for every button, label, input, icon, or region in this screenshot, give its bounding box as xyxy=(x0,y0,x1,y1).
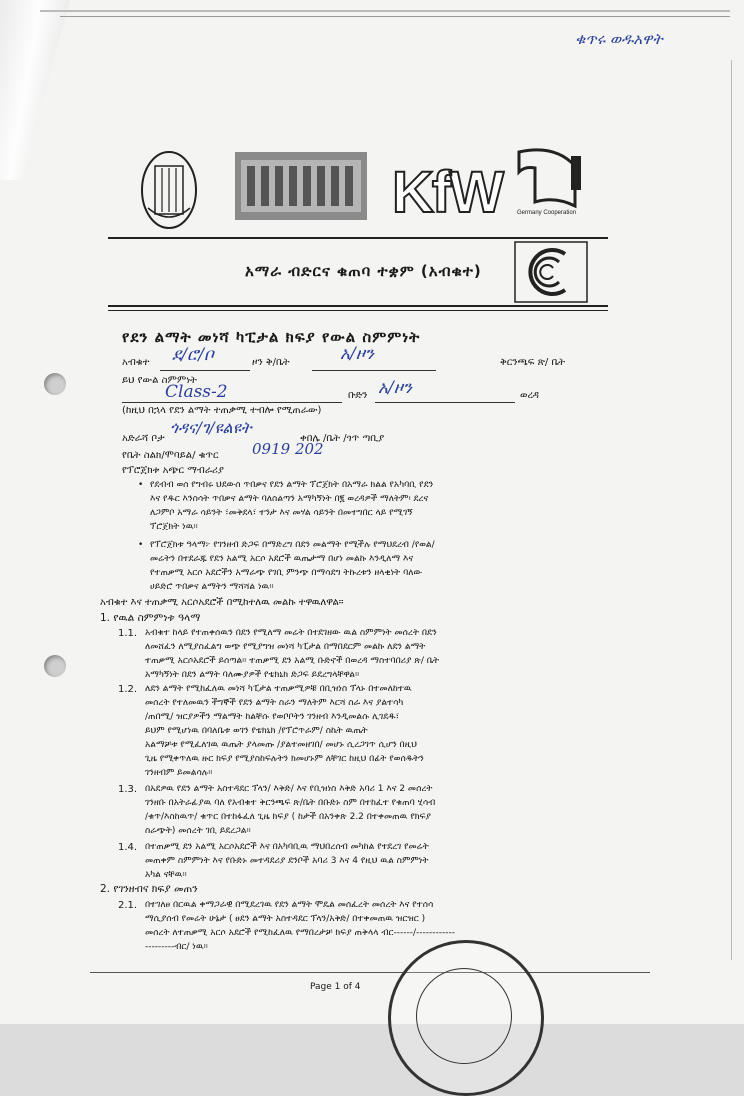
abkute-label: አብቁተ xyxy=(122,357,150,368)
group-line xyxy=(375,402,515,403)
bullet-paragraph xyxy=(150,478,433,534)
header-rule xyxy=(108,237,608,239)
handwritten-note: ቁጥሩ ወዱአዋት xyxy=(575,30,663,48)
class-value: Class-2 xyxy=(165,382,228,402)
title-rule xyxy=(108,310,608,311)
group-label: ቡድን xyxy=(348,390,368,401)
clause-line: መጠቀም ስምምነት እና የቡድኑ መተዳደሪያ ደንቦች አባሪ 3 እና 4 የዚህ ዉል ስምምነት xyxy=(145,856,429,866)
abkute-logo xyxy=(515,242,587,302)
purpose-label: የፕሮጀክቱ አጭር ማብራሪያ xyxy=(122,465,224,476)
bullet-line: እና የዱር እንስሳት ጥበቃና ልማት ባለስልጣን አማካኝነት በ፪ ወረዳዎች ማለትም፡ ደረና xyxy=(150,494,429,504)
bullet-line: የተጠቃሚ አርሶ አደሮችን አማራጭ የገቢ ምንጭ በማሳደግ ትኩረቱን ዘላቂነት ባለው xyxy=(150,568,423,578)
clause-number: 1.4. xyxy=(118,842,138,853)
clause-line: መሰረት የተለመዉን ችግኞች የደን ልማት ስራን ማለትም እርሻ ስራ እና ያልተሳካ xyxy=(145,698,404,708)
clause-line: መሰረት ለተጠቃሚ አርሶ አደሮች የሚከፈለዉ የማበረታቻ ክፍያ ጠቅላላ ብር------/------------ xyxy=(145,928,455,938)
clause-number: 2.1. xyxy=(118,900,138,911)
abkute-line xyxy=(160,370,250,371)
clause-line: በአደዎዉ የደን ልማት አስተዳደር ፕላን/ እቅድ/ እና የቢዝነስ እቅድ አባሪ 1 እና 2 መሰረት xyxy=(145,784,433,794)
bullet-line: ለጋምቦ አማራ ሳይንት ፣መቅደላ፣ ተንታ እና መሃል ሳይንት በመተግበር ላይ የሚገኝ xyxy=(150,508,413,518)
branch-label: ዞን ቅ/ቤት xyxy=(252,357,290,368)
intro-line: አብቁተ እና ተጠቃሚ አርሶአደሮች በሚከተለዉ መልኩ ተዋዉለዋል። xyxy=(100,597,344,608)
punch-hole xyxy=(44,373,66,395)
clause-line: /ጠበሚ/ ዝርያዎችን ማልማት ከልቸሱ የወቦቦትን ገንዘብ እንዲመልሱ ሊገደዱ፣ xyxy=(145,712,400,722)
clause-line: አካል ናቸዉ። xyxy=(145,870,187,880)
section1-title: 1. የዉል ስምምነቱ ዓላማ xyxy=(100,612,201,624)
title-rule xyxy=(108,305,608,307)
clause-line: ለደን ልማት የሚከፈለዉ መነሻ ካፒታል ተጠቃሚዎቹ በቢዝነስ ፕላኑ በተመለከተዉ xyxy=(145,684,412,694)
clause-line: አብቁተ ከላይ የተጠቀሰዉን በደን የሚለማ መሬት በተደገዘው ዉል ስምምነት መሰረት በደን xyxy=(145,628,437,638)
clause-line: ማሲያሰብ የመሬት ሁኔታ ( ፀደን ልማት አስተዳደር ፕላን/አቅድ/ በተቀመጠዉ ዝርዝር ) xyxy=(145,914,426,924)
clause-line: ተጠቃሚ አርሶአደሮች ይሰጣል። ተጠቃሚ ደን አልሚ ቡድኖች በወረዳ ማስተባበሪያ ጽ/ ቤት xyxy=(145,656,440,666)
clause-line: ለመሸፈን ለሚያስፈልግ ወጭ የሚያግዝ መነሻ ካፒታል በማበደርም መልኩ ለደን ልማት xyxy=(145,642,426,652)
footer-rule xyxy=(90,972,650,973)
org-name: አማራ ብድርና ቁጠባ ተቋም (አብቁተ) xyxy=(245,262,482,280)
page-edge xyxy=(731,60,732,960)
address-label: አድራሻ ቦታ xyxy=(122,433,165,444)
page-number: Page 1 of 4 xyxy=(310,982,361,992)
woreda-label: ወረዳ xyxy=(520,390,539,401)
clause-text xyxy=(145,682,424,780)
clause-line: በተጠቃሚ ደን አልሚ አርሶአደሮች እና በአካባቢዉ ማህበረሰብ መካከል የተደረገ የመሬት xyxy=(145,842,429,852)
emblem-logo xyxy=(138,148,200,232)
document-title: የደን ልማት መነሻ ካፒታል ክፍያ የውል ስምምነት xyxy=(122,328,421,346)
building-photo-logo xyxy=(235,152,367,220)
clause-number: 1.3. xyxy=(118,784,138,795)
contract-label: ይህ የውል ስምምነት xyxy=(122,375,197,386)
bullet-paragraph xyxy=(150,538,435,594)
clause-line: ገንዘብም ይመልሳሉ። xyxy=(145,768,213,778)
bullet-line: • የደብብ ወሰ የግብሩ ህደውሰ ጥበቃና የደን ልማት ፕሮጀክት በአማራ ክልል የአካባቢ የደን xyxy=(150,480,434,490)
class-line xyxy=(122,402,342,403)
clause-text xyxy=(145,898,455,954)
clause-line: በተገለፀ በርዉል ቀማጋራዊ በሚደረገዉ የደን ልማት ሞዴል መሰፈረት መሰረት እና የተሰሳ xyxy=(145,900,434,910)
sub-branch-label: ቅርንጫፍ ጽ/ ቤት xyxy=(500,357,566,368)
german-cooperation-text: Germany Cooperation xyxy=(517,210,577,216)
bullet-line: • የፕሮጀክቱ ዓላማ፦ የገንዘብ ድጋፍ በማድረግ በደን መልማት የሚችሉ የማህደረብ /የወል/ xyxy=(150,540,435,550)
branch-line xyxy=(312,370,436,371)
clause-line: ስራጭት) መሰረት ገቢ ይደረጋል። xyxy=(145,826,251,836)
clause-number: 1.1. xyxy=(118,628,138,639)
clause-number: 1.2. xyxy=(118,684,138,695)
clause-text xyxy=(145,626,439,682)
note-line: (ከዚህ በኋላ የደን ልማት ተጠቃሚ ተብሎ የሚጠራው) xyxy=(122,405,322,416)
tel-value: 0919 202 xyxy=(252,440,324,458)
page-edge xyxy=(40,10,730,12)
stamp-inner-ring xyxy=(416,968,512,1064)
kfw-logo xyxy=(390,150,502,225)
clause-text xyxy=(145,840,429,882)
tel-label: የቤት ስልክ/ሞባይል/ ቁጥር xyxy=(122,450,219,461)
section2-title: 2. የገንዘብና ክፍያ መጠን xyxy=(100,883,198,895)
clause-line: ይህም የሚሆነዉ በባለቤቱ ወገን የቴክኒክ /የፕሮጥራም/ ስኬት ዉጤት xyxy=(145,726,368,736)
clause-line: ገንዘቡ በአትራፊያዉ ባለ የአብቁተ ቅርንጫፍ ጽ/ቤት በቡድኑ ስም በተከፈተ የቁጠባ ሂሳብ xyxy=(145,798,436,808)
bullet-line: መሬትን በተደራጁ የደን አልሚ አርሶ አደሮች ዉጤታማ በሆነ መልኩ እንዲለማ እና xyxy=(150,554,414,564)
clause-text xyxy=(145,782,435,838)
address-value: ጎዳና/ገ/ዩልዩት xyxy=(170,418,252,437)
bullet-line: ሀይድሮ ጥበቃና ልማትን ማሻሻል ነዉ። xyxy=(150,582,274,592)
german-cooperation-logo xyxy=(515,146,587,230)
branch-value: አ/ዞን xyxy=(340,344,374,364)
page-curl xyxy=(0,0,70,180)
kfw-logo-text: KfW xyxy=(392,160,502,225)
official-stamp xyxy=(388,940,544,1096)
bullet-line: ፕሮጀክት ነዉ። xyxy=(150,522,198,532)
abkute-value: ደ/ሮ/ቦ xyxy=(172,345,214,365)
clause-line: አማካኝነት በደን ልማት ባለሙያዎች የቴክኒክ ድጋፍ ይደረግላቸዋል። xyxy=(145,670,360,680)
clause-line: ---------ብር/ ነዉ። xyxy=(145,942,208,952)
page-edge xyxy=(60,16,730,17)
clause-line: ጊዜ የሚቀጥለዉ ዙር ክፍያ የሚያስከፍሉትን ክመሆኑም ለቸገር ከዚህ በፊት የወሰዱትን xyxy=(145,754,424,764)
clause-line: /ቁጥ/እስከዉጥ/ ቁጥር በተከፋፈለ ጊዜ ክፍያ ( ከታች በአንቀጽ 2.2 በተቀመጠዉ የክፍያ xyxy=(145,812,431,822)
punch-hole xyxy=(44,655,66,677)
group-value: አ/ዞን xyxy=(378,378,412,398)
address-tail: ቀበሌ /ቤት /ጎጥ ጣቢያ xyxy=(300,433,385,444)
clause-line: አልማቻቱ የሚፈለገዉ ዉጤት ያላመጡ /ያልተመዘገበ/ መሆኑ ሲረጋገጥ ሲሆን በዚህ xyxy=(145,740,417,750)
